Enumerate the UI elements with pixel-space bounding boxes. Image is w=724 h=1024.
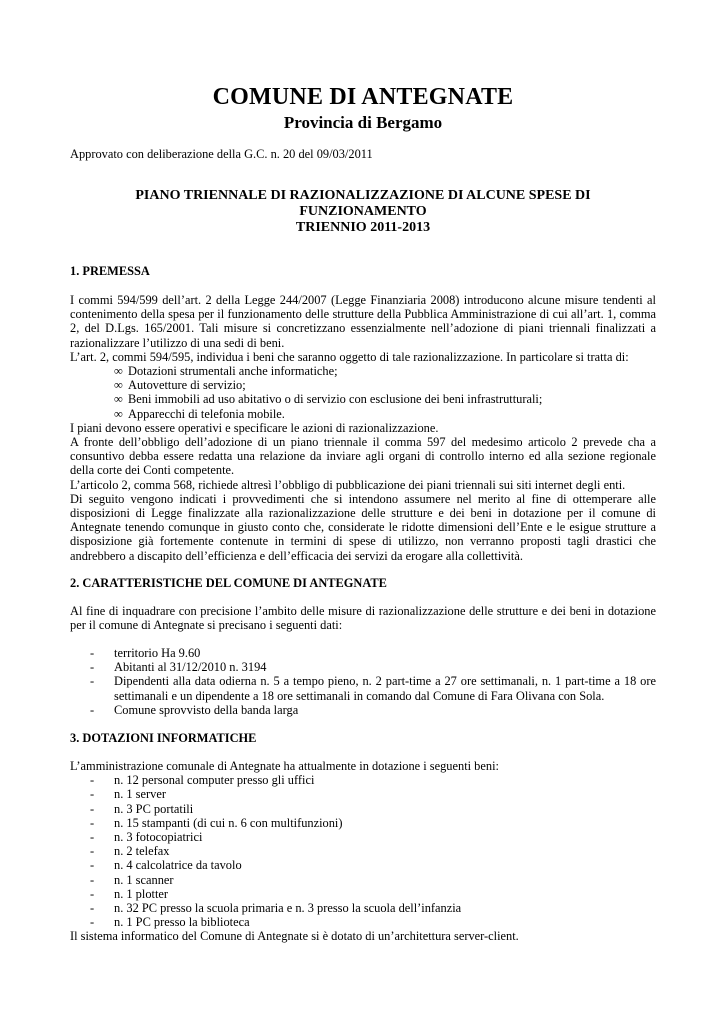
bullet-list (70, 364, 656, 421)
list-item (70, 844, 656, 858)
list-item-text: Comune sprovvisto della banda larga (114, 702, 299, 717)
list-item (70, 858, 656, 872)
section-heading-premessa: 1. PREMESSA (70, 264, 150, 278)
section-heading-caratteristiche: 2. CARATTERISTICHE DEL COMUNE DI ANTEGNATE (70, 576, 387, 590)
list-item (70, 816, 656, 830)
list-item-text: n. 15 stampanti (di cui n. 6 con multifunzioni) (114, 815, 343, 830)
document-title-line: PIANO TRIENNALE DI RAZIONALIZZAZIONE DI ALCUNE SPESE DI (135, 188, 591, 203)
list-item-text: n. 32 PC presso la scuola primaria e n. 3 presso la scuola dell’infanzia (114, 901, 462, 916)
section-premessa-body (70, 293, 656, 563)
dash-bullet-icon: - (90, 844, 95, 859)
infinity-bullet-icon: ∞ (114, 378, 123, 393)
section-heading-dotazioni: 3. DOTAZIONI INFORMATICHE (70, 731, 257, 745)
list-item (70, 646, 656, 660)
list-item-text: n. 4 calcolatrice da tavolo (114, 858, 242, 873)
dash-bullet-icon: - (90, 660, 95, 675)
approval-note: Approvato con deliberazione della G.C. n. 20 del 09/03/2011 (70, 147, 373, 161)
dash-bullet-icon: - (90, 830, 95, 845)
list-item (70, 378, 656, 392)
dash-bullet-icon: - (90, 815, 95, 830)
dash-bullet-icon: - (90, 773, 95, 788)
paragraph: L’articolo 2, comma 568, richiede altresì l’obbligo di pubblicazione dei piani triennali sui siti internet degli enti. (70, 477, 626, 492)
dash-bullet-icon: - (90, 674, 95, 689)
list-item (70, 392, 656, 406)
section-caratteristiche-body (70, 604, 656, 632)
dash-bullet-icon: - (90, 801, 95, 816)
paragraph: L’amministrazione comunale di Antegnate ha attualmente in dotazione i seguenti beni: (70, 759, 499, 773)
paragraph: Di seguito vengono indicati i provvedimenti che si intendono assumere nel merito al fine di ottemperare alle disposizioni di Legge finalizzate alla razionalizzazione delle strutture e dei beni in dotazione per il comune di Antegnate tenendo comunque in giusto conto che, considerate le ridotte dimensioni dell’Ente e le esigue strutture a disposizione già fortemente contenute in termini di spese di utilizzo, non verranno proposti tagli drastici che andrebbero a discapito dell’efficienza e dell’efficacia dei servizi da erogare alla collettività. (70, 491, 656, 563)
document-title (70, 188, 656, 236)
dash-bullet-icon: - (90, 886, 95, 901)
dash-bullet-icon: - (90, 702, 95, 717)
list-item-text: n. 1 plotter (114, 886, 169, 901)
section-dotazioni-body (70, 759, 656, 944)
dash-list (70, 773, 656, 929)
dash-bullet-icon: - (90, 901, 95, 916)
list-item-text: n. 1 PC presso la biblioteca (114, 915, 250, 930)
dash-bullet-icon: - (90, 915, 95, 930)
list-item-text: n. 3 PC portatili (114, 801, 194, 816)
paragraph: A fronte dell’obbligo dell’adozione di un piano triennale il comma 597 del medesimo articolo 2 prevede cha a consuntivo debba essere redatta una relazione da inviare agli organi di controllo interno ed alla sezione regionale della corte dei Conti competente. (70, 435, 656, 478)
list-item (70, 802, 656, 816)
list-item (70, 674, 656, 702)
dash-bullet-icon: - (90, 872, 95, 887)
document-title-line: FUNZIONAMENTO (299, 204, 427, 219)
list-item-text: Beni immobili ad uso abitativo o di servizio con esclusione dei beni infrastrutturali; (128, 392, 543, 407)
list-item-text: n. 1 server (114, 787, 166, 802)
paragraph: L’art. 2, commi 594/595, individua i beni che saranno oggetto di tale razionalizzazione. In particolare si tratta di: (70, 349, 629, 364)
infinity-bullet-icon: ∞ (114, 392, 123, 407)
list-item-text: Apparecchi di telefonia mobile. (128, 406, 285, 421)
dash-list (70, 646, 656, 717)
list-item (70, 407, 656, 421)
list-item-text: Dipendenti alla data odierna n. 5 a tempo pieno, n. 2 part-time a 27 ore settimanali, n. 1 part-time a 18 ore settimanali e un dipendente a 18 ore settimanali in comando dal Comune di Fara Olivana con Sola. (114, 674, 656, 703)
list-item-text: Dotazioni strumentali anche informatiche; (128, 364, 338, 379)
dash-bullet-icon: - (90, 858, 95, 873)
paragraph: Al fine di inquadrare con precisione l’ambito delle misure di razionalizzazione delle strutture e dei beni in dotazione per il comune di Antegnate si precisano i seguenti dati: (70, 604, 656, 633)
page-title: COMUNE DI ANTEGNATE (212, 84, 514, 110)
infinity-bullet-icon: ∞ (114, 406, 123, 421)
document-title-line: TRIENNIO 2011-2013 (295, 220, 431, 235)
list-item (70, 915, 656, 929)
list-item (70, 887, 656, 901)
list-item (70, 364, 656, 378)
dash-bullet-icon: - (90, 646, 95, 660)
list-item-text: Abitanti al 31/12/2010 n. 3194 (114, 660, 267, 675)
list-item-text: n. 1 scanner (114, 872, 174, 887)
list-item (70, 773, 656, 787)
list-item-text: n. 2 telefax (114, 844, 170, 859)
list-item-text: Autovetture di servizio; (128, 378, 246, 393)
paragraph: Il sistema informatico del Comune di Antegnate si è dotato di un’architettura server-client. (70, 929, 519, 944)
list-item-text: n. 12 personal computer presso gli uffici (114, 773, 315, 788)
list-item (70, 703, 656, 717)
list-item (70, 830, 656, 844)
infinity-bullet-icon: ∞ (114, 364, 123, 379)
section-caratteristiche-list (70, 646, 656, 717)
list-item (70, 787, 656, 801)
list-item (70, 901, 656, 915)
paragraph: I piani devono essere operativi e specificare le azioni di razionalizzazione. (70, 420, 439, 435)
dash-bullet-icon: - (90, 787, 95, 802)
list-item (70, 873, 656, 887)
list-item-text: n. 3 fotocopiatrici (114, 830, 203, 845)
list-item-text: territorio Ha 9.60 (114, 646, 201, 660)
page-subtitle: Provincia di Bergamo (283, 113, 443, 132)
paragraph: I commi 594/599 dell’art. 2 della Legge 244/2007 (Legge Finanziaria 2008) introducono alcune misure tendenti al contenimento della spesa per il funzionamento delle strutture della Pubblica Amministrazione di cui all’art. 1, comma 2, del D.Lgs. 165/2001. Tali misure si concretizzano essenzialmente nell’adozione di piani triennali finalizzati a razionalizzare l’utilizzo di una sedi di beni. (70, 293, 656, 350)
list-item (70, 660, 656, 674)
